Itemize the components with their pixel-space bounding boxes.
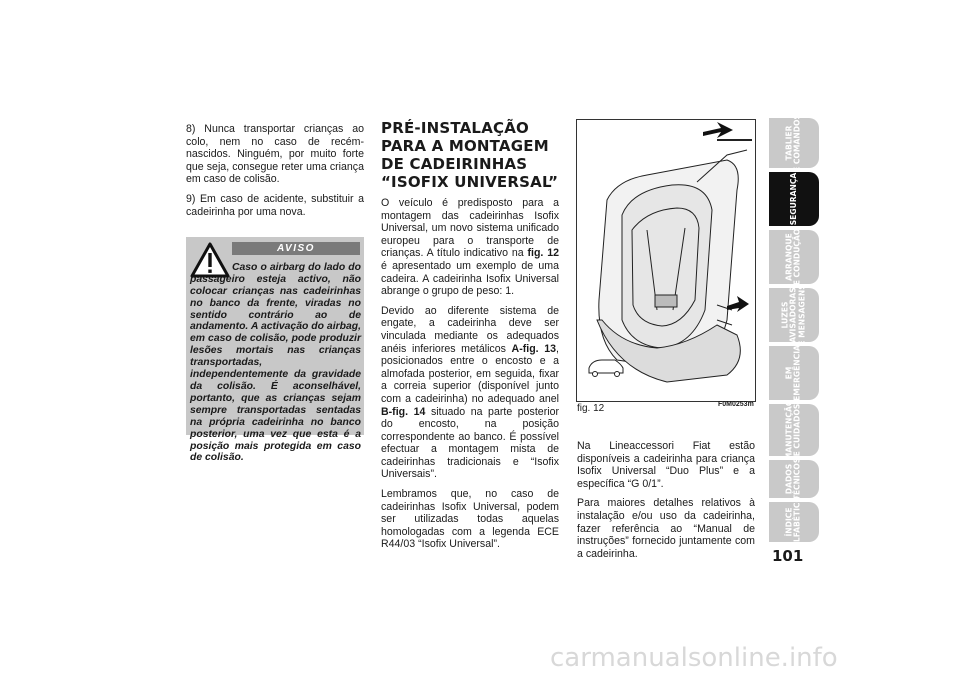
note-9: 9) Em caso de acidente, substituir a cadeirinha por uma nova. [186,192,364,218]
center-column [381,119,559,558]
tab-tablier[interactable]: TABLIER E COMANDOS [769,118,819,168]
tab-indice[interactable]: ÍNDICE ALFABÉTICO [769,502,819,542]
paragraph-lineaccessori: Na Lineaccessori Fiat estão disponíveis a cadeirinha para criança Isofix Universal “Duo Plus” e a específica “G 0/1”. [577,440,755,490]
warning-title: AVISO [232,242,360,255]
figure-child-seat [576,119,756,402]
warning-text: Caso o airbarg do lado do passageiro esteja activo, não colocar crianças nas cadeirinhas no banco da frente, viradas no sentido contrário ao de andamento. A activação do airbag, em caso de colisão, pode produzir lesões mortais nas crianças transportadas, independentemente da gravidade da colisão. É aconselhável, portanto, que as crianças sejam sempre transportadas sentadas na própria cadeirinha no banco posterior, uma vez que esta é a posição mais protegida em caso de colisão. [190,261,361,464]
paragraph-details: Para maiores detalhes relativos à instalação e/ou uso da cadeirinha, fazer referência ao “Manual de instruções” fornecido juntamente com a cadeirinha. [577,497,755,560]
tab-dados[interactable]: DADOS TÉCNICOS [769,460,819,498]
fig-ref: fig. 12 [527,247,559,260]
section-heading: PRÉ-INSTALAÇÃO PARA A MONTAGEM DE CADEIRINHAS “ISOFIX UNIVERSAL” [381,119,559,191]
tab-manutencao[interactable]: MANUTENÇÃO E CUIDADOS [769,404,819,456]
left-column [186,123,364,225]
page-number: 101 [772,547,804,565]
child-seat-illustration [577,120,755,401]
tab-seguranca[interactable]: SEGURANÇA [769,172,819,226]
watermark: carmanualsonline.info [550,643,838,673]
paragraph-mounting: Devido ao diferente sistema de engate, a cadeirinha deve ser vinculada mediante os adequados anéis inferiores metálicos A-fig. 13, posicionados entre o encosto e a almofada posterior, em seguida, fixar a correia superior (disponível junto com a cadeirinha) no adequado anel B-fig. 14 situado na parte posterior do encosto, na posição correspondente ao banco. É possível efectuar a montagem mista de cadeirinhas tradicionais e “Isofix Universais”. [381,304,559,481]
tab-luzes[interactable]: LUZES AVISADORAS E MENSAGENS [769,288,819,342]
figure-code: F0M0253m [718,401,754,408]
warning-box [186,237,364,464]
note-8: 8) Nunca transportar crianças ao colo, nem no caso de recém-nascidos. Ninguém, por muito forte que seja, consegue reter uma criança em caso de colisão. [186,123,364,186]
fig-ref: A-fig. 13 [511,342,557,355]
paragraph-homologation: Lembramos que, no caso de cadeirinhas Isofix Universal, podem ser utilizadas todas aquelas homologadas com a legenda ECE R44/03 “Isofix Universal”. [381,488,559,551]
figure-label: fig. 12 [577,403,605,414]
fig-ref: B-fig. 14 [381,405,426,418]
tab-emergencia[interactable]: EM EMERGÊNCIA [769,346,819,400]
right-column [577,440,755,567]
tab-arranque[interactable]: ARRANQUE E CONDUÇÃO [769,230,819,284]
paragraph-isofix-intro: O veículo é predisposto para a montagem das cadeirinhas Isofix Universal, um novo sistema unificado europeu para o transporte de crianças. A título indicativo na fig. 12 é apresentado um exemplo de uma cadeira. A cadeirinha Isofix Universal abrange o grupo de peso: 1. [381,197,559,298]
